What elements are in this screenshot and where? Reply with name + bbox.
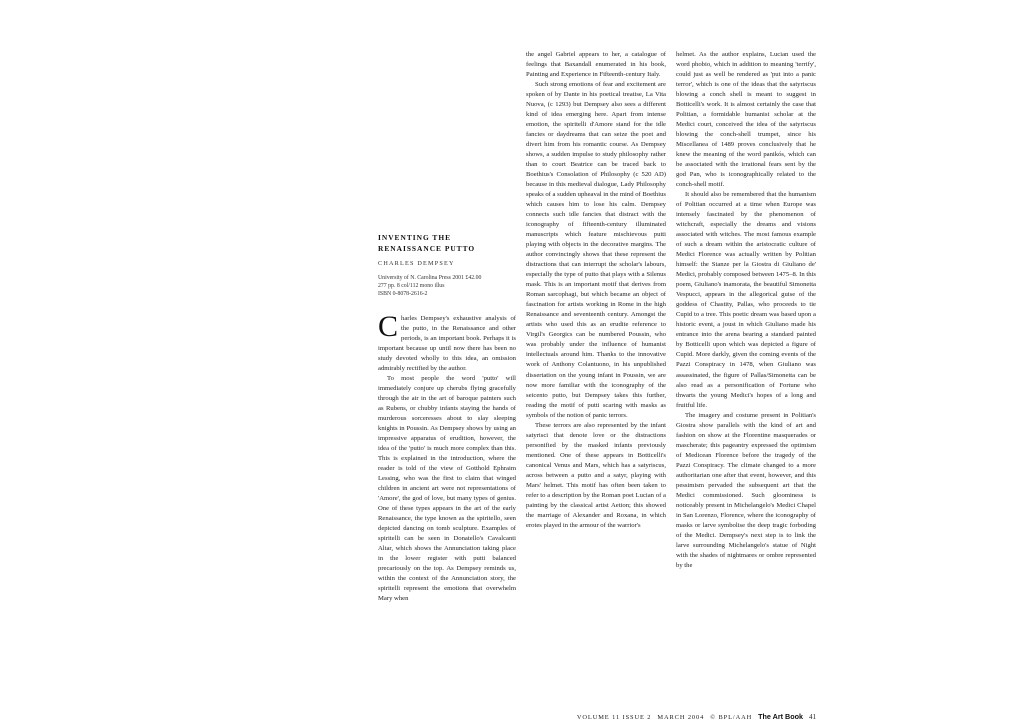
text-column-2 [526,50,666,700]
copyright: © BPL/AAH [710,714,753,721]
paragraph [378,310,516,374]
publisher-price: University of N. Carolina Press 2001 £42.00 [378,275,482,281]
paragraph: helmet. As the author explains, Lucian used the word phobio, which in addition to meaning 'terrify', could just as well be rendered as 'put into a panic terror', which is one of the ideas that the satyriscus blowing a conch shell is meant to suggest in Botticelli's work. It is almost certainly the case that Politian, a formidable humanist scholar at the Medici court, conceived the idea of the satyriscus blowing the conch-shell trumpet, since his Miscellanea of 1489 proves conclusively that he knew the meaning of the word panikós, which can be associated with the irrational fears sent by the god Pan, who is iconographically related to the conch-shell motif. [676,51,816,189]
volume-issue: VOLUME 11 ISSUE 2 [576,714,652,721]
paragraph-text: harles Dempsey's exhaustive analysis of the putto, in the Renaissance and other periods, is an important book. Perhaps it is important because up until now there has been no study devoted wholly to this idea, an omission admirably rectified by the author. [378,315,516,373]
review-header [378,232,516,299]
paragraph: the angel Gabriel appears to her, a catalogue of feelings that Baxandall enumerated in his book, Painting and Experience in Fifteenth-century Italy. [526,51,666,79]
paragraph: The imagery and costume present in Politian's Giostra show parallels with the kind of art and fashion on show at the Florentine masquerades or mascherate; this pageantry expressed the optimism of Medicean Florence before the tragedy of the Pazzi Conspiracy. The climate changed to a more authoritarian one after that event, however, and this pessimism pervaded the subsequent art that the Medici commissioned. Such gloominess is noticeably present in Michelangelo's Medici Chapel in San Lorenzo, Florence, where the iconography of masks or larve symbolise the deep tragic forboding of the Medici. Dempsey's next step is to link the larve surrounding Michelangelo's statue of Night with the shades of nightmares or ombre represented by the [676,411,816,569]
review-title: INVENTING THE RENAISSANCE PUTTO [378,233,476,253]
issue-date: MARCH 2004 [657,714,705,721]
page-count: 277 pp. 8 col/112 mono illus [378,283,445,290]
paragraph: To most people the word 'putto' will immediately conjure up cherubs flying gracefully through the air in the art of baroque painters such as Rubens, or chubby infants staying the hands of murderous sorceresses about to slay sleeping knights in Poussin. As Dempsey shows by using an impressive apparatus of erudition, however, the idea of the 'putto' is much more complex than this. This is explained in the introduction, where the reader is told of the view of Gotthold Ephraim Lessing, who was the first to claim that winged children in ancient art were not representations of 'Amore', the god of love, but many types of genius. One of these types appears in the art of the early Renaissance, the type known as the spiritello, seen depicted dancing on tomb sculpture. Examples of spiritelli can be seen in Donatello's Cavalcanti Altar, which shows the Annunciation taking place in the lower register with putti balanced precariously on the top. As Dempsey reminds us, within the context of the Annunciation story, the spiritelli represent the emotions that overwhelm Mary when [378,375,516,603]
review-author: CHARLES DEMPSEY [378,260,455,267]
page-footer [526,712,816,721]
isbn: ISBN 0-8078-2616-2 [378,291,428,298]
page-number: 41 [809,713,816,721]
paragraph: These terrors are also represented by the infant satyrisci that denote love or the distractions personified by the masked infants previously mentioned. One of these appears in Botticelli's canonical Venus and Mars, which has a satyriscus, across between a putto and a satyr, playing with Mars' helmet. This motif has often been taken to refer to a description by the Roman poet Lucian of a painting by the classical artist Aetion; this showed the marriage of Alexander and Roxana, in which erotes played in the armour of the warrior's [526,421,666,529]
journal-name: The Art Book [758,712,803,721]
drop-cap: C [378,310,399,343]
publication-details [378,274,516,299]
text-column-3 [676,50,816,700]
paragraph: It should also be remembered that the humanism of Politian occurred at a time when Europe was intensely fascinated by the phenomenon of witchcraft, especially the dreams and visions associated with witches. The most famous example of such a dream within the aristocratic culture of Medici Florence was actually written by Politian himself: the Stanze per la Giostra di Giuliano de' Medici, probably composed between 1475–8. In this poem, Giuliano's inamorata, the beautiful Simonetta Vespucci, appears in the allegorical guise of the goddess of Chastity, Pallas, who proceeds to tie Cupid to a tree. This poetic dream was based upon a historic event, a joust in which Giuliano made his entrance into the arena bearing a standard painted by Botticelli upon which was depicted a figure of Cupid. More darkly, given the coming events of the Pazzi Conspiracy in 1478, when Giuliano was assassinated, the figure of Pallas/Simonetta can be also read as a personification of Fortune who thwarts the young Medici's hopes of a long and fruitful life. [676,191,816,409]
text-column-1 [378,310,516,724]
paragraph: Such strong emotions of fear and excitement are spoken of by Dante in his poetical treatise, La Vita Nuova, (c 1293) but Dempsey also sees a different kind of idea emerging here. Apart from intense emotion, the spiritelli d'Amore stand for the idle fancies or daydreams that can seize the poet and divert him from his romantic course. As Dempsey shows, a sudden impulse to study philosophy rather than to court Beatrice can be traced back to Boethius's Consolation of Philosophy (c 520 AD) because in this medieval dialogue, Lady Philosophy speaks of a sudden upheaval in the mind of Boethius which causes him to lose his calm. Dempsey connects such idle fancies that distract with the iconography of fifteenth-century illuminated manuscripts which feature mischievous putti playing with objects in the decorative margins. The author convincingly shows that these represent the distractions that can interrupt the scholar's labours, especially the type of putto that plays with a Silenus mask. This is an important motif that derives from Roman sarcophagi, but which became an object of fascination for artists working in Rome in the high Renaissance and seventeenth century. Amongst the artists who used this as an erudite reference to Virgil's Georgics can be numbered Poussin, who was probably under the influence of humanist intellectuals around him. Thanks to the innovative work of Anthony Colantuono, in his unpublished dissertation on the young infant in Poussin, we are now more familiar with the iconography of the seicento putto, but Dempsey takes this further, reading the motif of putti scaring with masks as symbols of the notion of panic terrors. [526,81,666,419]
